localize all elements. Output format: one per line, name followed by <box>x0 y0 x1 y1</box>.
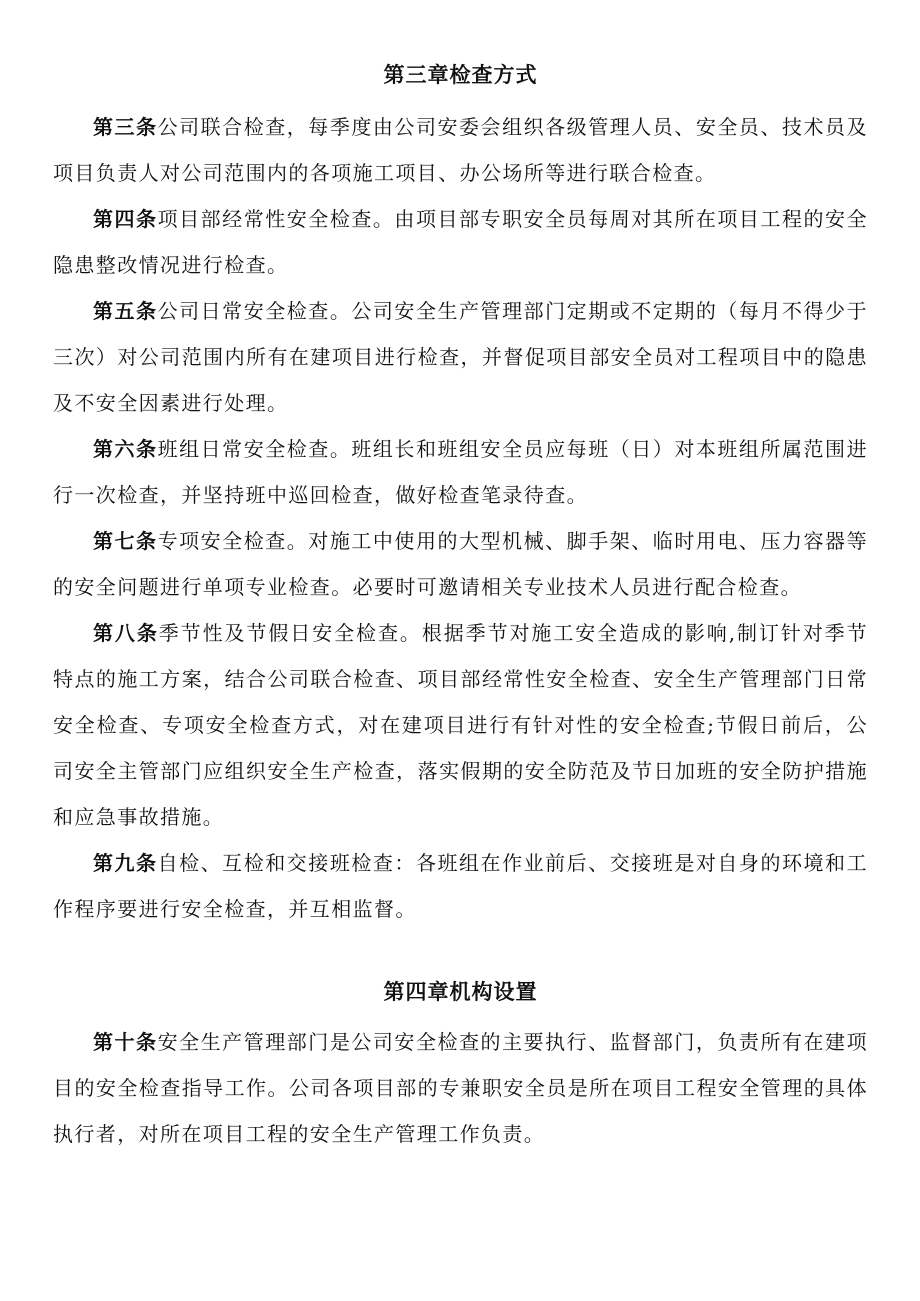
article-number: 第三条 <box>93 115 158 139</box>
chapter-title: 第三章检查方式 <box>383 62 538 87</box>
article-6 <box>53 426 868 518</box>
article-text: 公司联合检查，每季度由公司安委会组织各级管理人员、安全员、技术员及项目负责人对公司范围内的各项施工项目、办公场所等进行联合检查。 <box>53 115 868 185</box>
article-number: 第六条 <box>93 437 158 461</box>
article-text: 班组日常安全检查。班组长和班组安全员应每班（日）对本班组所属范围进行一次检查，并坚持班中巡回检查，做好检查笔录待查。 <box>53 437 868 507</box>
article-4 <box>53 196 868 288</box>
article-number: 第四条 <box>93 207 158 231</box>
article-text: 项目部经常性安全检查。由项目部专职安全员每周对其所在项目工程的安全隐患整改情况进行检查。 <box>53 207 868 277</box>
article-text: 安全生产管理部门是公司安全检查的主要执行、监督部门，负责所有在建项目的安全检查指导工作。公司各项目部的专兼职安全员是所在项目工程安全管理的具体执行者，对所在项目工程的安全生产管理工作负责。 <box>53 1030 868 1146</box>
article-text: 专项安全检查。对施工中使用的大型机械、脚手架、临时用电、压力容器等的安全问题进行单项专业检查。必要时可邀请相关专业技术人员进行配合检查。 <box>53 529 868 599</box>
article-number: 第七条 <box>93 529 158 553</box>
article-5 <box>53 288 868 426</box>
article-number: 第八条 <box>93 621 159 645</box>
article-number: 第五条 <box>93 299 158 323</box>
chapter-title: 第四章机构设置 <box>383 979 538 1004</box>
article-number: 第十条 <box>93 1030 158 1054</box>
article-7 <box>53 518 868 610</box>
article-number: 第九条 <box>93 851 158 875</box>
document-page <box>53 62 868 1157</box>
article-text: 公司日常安全检查。公司安全生产管理部门定期或不定期的（每月不得少于三次）对公司范围内所有在建项目进行检查，并督促项目部安全员对工程项目中的隐患及不安全因素进行处理。 <box>53 299 868 415</box>
article-text: 自检、互检和交接班检查：各班组在作业前后、交接班是对自身的环境和工作程序要进行安全检查，并互相监督。 <box>53 851 868 921</box>
article-9 <box>53 840 868 932</box>
article-10 <box>53 1019 868 1157</box>
article-8 <box>53 610 868 840</box>
article-text: 季节性及节假日安全检查。根据季节对施工安全造成的影响,制订针对季节特点的施工方案，结合公司联合检查、项目部经常性安全检查、安全生产管理部门日常安全检查、专项安全检查方式，对在建项目进行有针对性的安全检查;节假日前后，公司安全主管部门应组织安全生产检查，落实假期的安全防范及节日加班的安全防护措施和应急事故措施。 <box>53 621 868 829</box>
article-3 <box>53 104 868 196</box>
